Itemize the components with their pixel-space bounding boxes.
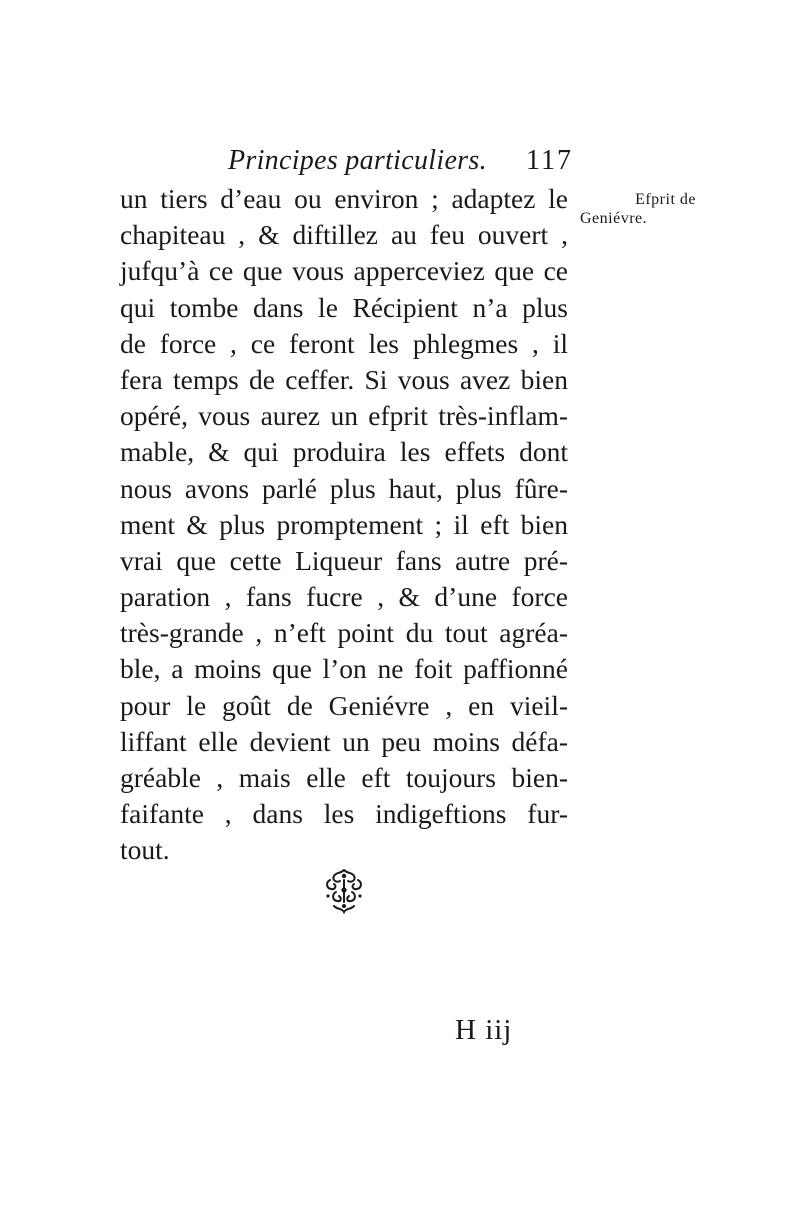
signature-mark: H iij [455, 1014, 513, 1046]
text-line: fera temps de ceffer. Si vous avez bien [120, 363, 568, 395]
page-number: 117 [526, 145, 573, 176]
margin-note-line: Efprit de [635, 191, 696, 208]
text-line: pour le goût de Geniévre , en vieil- [120, 689, 568, 721]
text-line: liffant elle devient un peu moins défa- [120, 725, 568, 757]
text-line: gréable , mais elle eft toujours bien- [120, 762, 568, 793]
fleuron-ornament-icon [322, 866, 366, 916]
text-line: tout. [120, 834, 170, 866]
text-line: nous avons parlé plus haut, plus fûre- [120, 472, 568, 504]
text-line: faifante , dans les indigeftions fur- [120, 798, 568, 830]
margin-note [578, 190, 696, 228]
margin-note-line: Geniévre. [580, 210, 648, 227]
text-line: un tiers d’eau ou environ ; adaptez le [120, 183, 568, 214]
body-text [120, 181, 568, 869]
text-line: vrai que cette Liqueur fans autre pré- [120, 544, 568, 576]
text-line: ble, a moins que l’on ne foit paffionné [120, 653, 568, 685]
text-line: très-grande , n’eft point du tout agréa- [120, 617, 568, 649]
text-line: qui tombe dans le Récipient n’a plus [120, 291, 568, 323]
text-line: paration , fans fucre , & d’une force [120, 581, 568, 613]
text-line: opéré, vous aurez un efprit très-inflam- [120, 400, 568, 432]
text-line: de force , ce feront les phlegmes , il [120, 327, 568, 359]
running-title: Principes particuliers. [228, 145, 487, 176]
text-line: jufqu’à ce que vous apperceviez que ce [120, 255, 568, 287]
running-head [228, 145, 573, 181]
text-line: mable, & qui produira les effets dont [120, 436, 568, 468]
text-line: chapiteau , & diftillez au feu ouvert , [120, 219, 568, 251]
text-line: ment & plus promptement ; il eft bien [120, 508, 568, 540]
